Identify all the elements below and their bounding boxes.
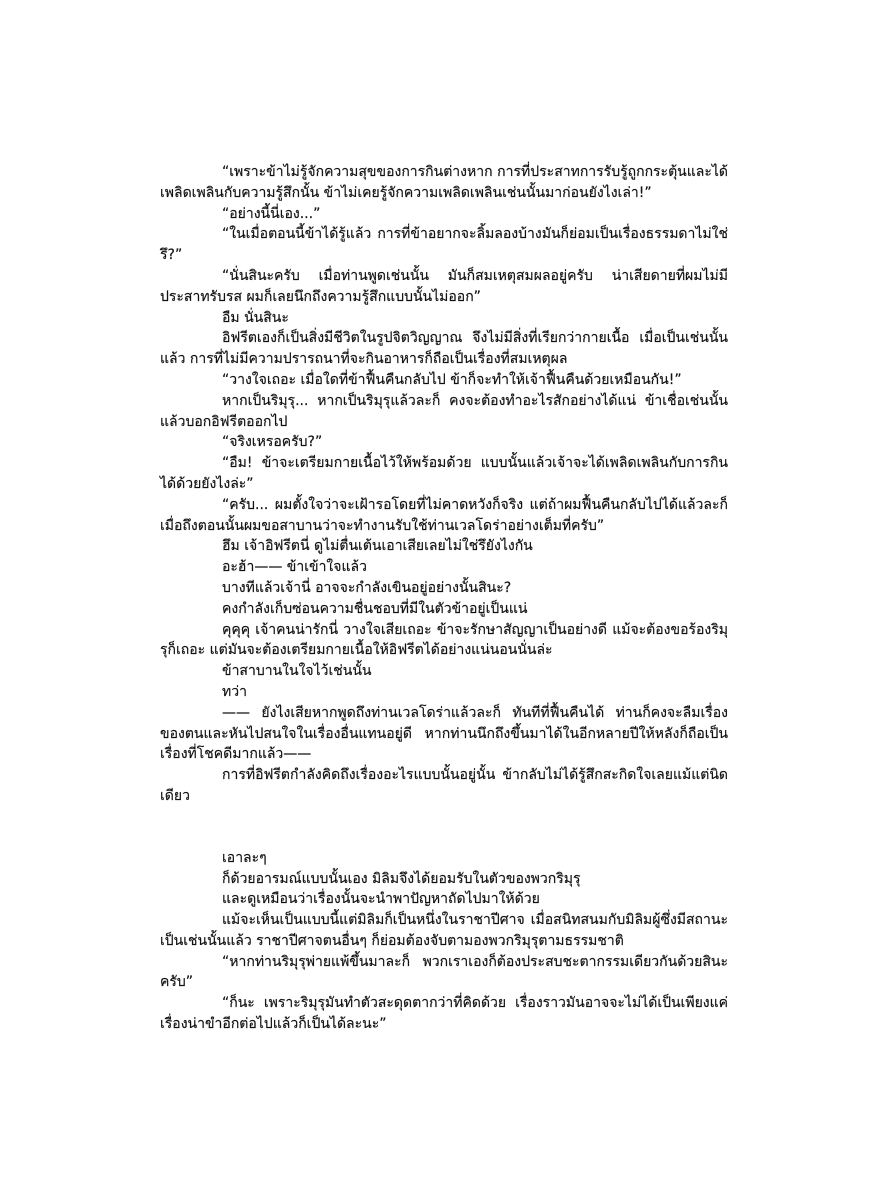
paragraph: “อืม! ข้าจะเตรียมกายเนื้อไว้ให้พร้อมด้วย แบบนั้นแล้วเจ้าจะได้เพลิดเพลินกับการกินได้ด้วยยังไงล่ะ” bbox=[160, 455, 728, 492]
paragraph: อิฟรีตเองก็เป็นสิ่งมีชีวิตในรูปจิตวิญญาณ จึงไม่มีสิ่งที่เรียกว่ากายเนื้อ เมื่อเป็นเช่นนั้นแล้ว การที่ไม่มีความปรารถนาที่จะกินอาหารก็ถือเป็นเรื่องที่สมเหตุผล bbox=[160, 330, 728, 368]
section-break bbox=[160, 807, 728, 848]
paragraph: อืม นั่นสินะ bbox=[222, 309, 289, 326]
paragraph: เอาละๆ bbox=[222, 849, 267, 866]
paragraph: “เพราะข้าไม่รู้จักความสุขของการกินต่างหาก การที่ประสาทการรับรู้ถูกกระตุ้นและได้เพลิดเพลินกับความรู้สึกนั้น ข้าไม่เคยรู้จักความเพลิดเพลินเช่นนั้นมาก่อนยังไงเล่า!” bbox=[160, 164, 728, 201]
paragraph: และดูเหมือนว่าเรื่องนั้นจะนำพาปัญหาถัดไปมาให้ด้วย bbox=[222, 891, 540, 908]
paragraph: ทว่า bbox=[222, 683, 247, 700]
paragraph: “ในเมื่อตอนนี้ข้าได้รู้แล้ว การที่ข้าอยากจะลิ้มลองบ้างมันก็ย่อมเป็นเรื่องธรรมดาไม่ใช่รึ?” bbox=[160, 226, 728, 264]
paragraph: การที่อิฟรีตกำลังคิดถึงเรื่องอะไรแบบนั้นอยู่นั้น ข้ากลับไม่ได้รู้สึกสะกิดใจเลยแม้แต่นิดเดียว bbox=[160, 767, 728, 804]
paragraph: ฮึม เจ้าอิฟรีตนี่ ดูไม่ตื่นเต้นเอาเสียเลยไม่ใช่รึยังไงกัน bbox=[222, 538, 533, 555]
paragraph: “จริงเหรอครับ?” bbox=[222, 434, 323, 451]
paragraph: แม้จะเห็นเป็นแบบนี้แต่มิลิมก็เป็นหนึ่งในราชาปีศาจ เมื่อสนิทสนมกับมิลิมผู้ซึ่งมีสถานะเป็นเช่นนั้นแล้ว ราชาปีศาจตนอื่นๆ ก็ย่อมต้องจับตามองพวกริมุรุตามธรรมชาติ bbox=[160, 912, 728, 949]
paragraph: บางทีแล้วเจ้านี่ อาจจะกำลังเขินอยู่อย่างนั้นสินะ? bbox=[222, 579, 512, 596]
paragraph: “ครับ... ผมตั้งใจว่าจะเฝ้ารอโดยที่ไม่คาดหวังก็จริง แต่ถ้าผมฟื้นคืนกลับไปได้แล้วละก็ เมื่อถึงตอนนั้นผมขอสาบานว่าจะทำงานรับใช้ท่านเวลโดร่าอย่างเต็มที่ครับ” bbox=[160, 496, 728, 534]
paragraph: “นั่นสินะครับ เมื่อท่านพูดเช่นนั้น มันก็สมเหตุสมผลอยู่ครับ น่าเสียดายที่ผมไม่มีประสาทรับรส ผมก็เลยนึกถึงความรู้สึกแบบนั้นไม่ออก” bbox=[160, 267, 728, 305]
paragraph: อะฮ้า—— ข้าเข้าใจแล้ว bbox=[222, 559, 367, 576]
paragraph: คงกำลังเก็บซ่อนความชื่นชอบที่มีในตัวข้าอยู่เป็นแน่ bbox=[222, 600, 528, 617]
paragraph: “ก็นะ เพราะริมุรุมันทำตัวสะดุดตากว่าที่คิดด้วย เรื่องราวมันอาจจะไม่ได้เป็นเพียงแค่เรื่องน่าขำอีกต่อไปแล้วก็เป็นได้ละนะ” bbox=[160, 995, 728, 1033]
paragraph: คุคุคุ เจ้าคนน่ารักนี่ วางใจเสียเถอะ ข้าจะรักษาสัญญาเป็นอย่างดี แม้จะต้องขอร้องริมุรุก็เถอะ แต่มันจะต้องเตรียมกายเนื้อให้อิฟรีตได้อย่างแน่นอนนั่นล่ะ bbox=[160, 621, 728, 659]
document-page bbox=[160, 162, 728, 1035]
paragraph: ก็ด้วยอารมณ์แบบนั้นเอง มิลิมจึงได้ยอมรับในตัวของพวกริมุรุ bbox=[222, 870, 581, 887]
paragraph: “อย่างนี้นี่เอง...” bbox=[222, 205, 321, 222]
paragraph: “หากท่านริมุรุพ่ายแพ้ขึ้นมาละก็ พวกเราเองก็ต้องประสบชะตากรรมเดียวกันด้วยสินะครับ” bbox=[160, 953, 728, 991]
paragraph: หากเป็นริมุรุ... หากเป็นริมุรุแล้วละก็ คงจะต้องทำอะไรสักอย่างได้แน่ ข้าเชื่อเช่นนั้น แล้วบอกอิฟรีตออกไป bbox=[160, 392, 728, 430]
paragraph: ข้าสาบานในใจไว้เช่นนั้น bbox=[222, 663, 372, 680]
paragraph: “วางใจเถอะ เมื่อใดที่ข้าฟื้นคืนกลับไป ข้าก็จะทำให้เจ้าฟื้นคืนด้วยเหมือนกัน!” bbox=[222, 371, 682, 388]
paragraph: —— ยังไงเสียหากพูดถึงท่านเวลโดร่าแล้วละก็ ทันทีที่ฟื้นคืนได้ ท่านก็คงจะลืมเรื่องของตนและหันไปสนใจในเรื่องอื่นแทนอยู่ดี หากท่านนึกถึงขึ้นมาได้ในอีกหลายปีให้หลังก็ถือเป็นเรื่องที่โชคดีมากแล้ว—— bbox=[160, 704, 728, 763]
